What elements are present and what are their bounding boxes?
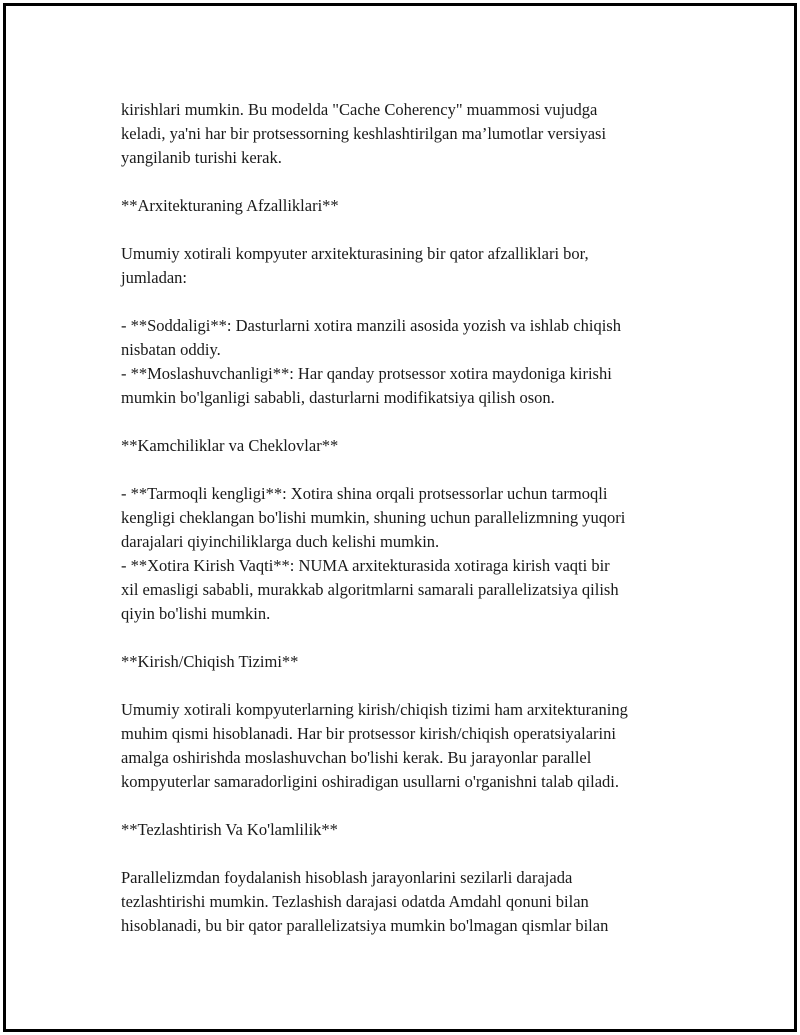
page-frame [3, 3, 797, 1032]
paragraph-advantages-intro: Umumiy xotirali kompyuter arxitekturasining bir qator afzalliklari bor, jumladan: [121, 244, 589, 287]
heading-advantages: **Arxitekturaning Afzalliklari** [121, 196, 339, 215]
heading-limitations: **Kamchiliklar va Cheklovlar** [121, 436, 339, 455]
list-limitations: - **Tarmoqli kengligi**: Xotira shina orqali protsessorlar uchun tarmoqli kengligi cheklangan bo'lishi mumkin, shuning uchun parallelizmning yuqori darajalari qiyinchiliklarga duch kelishi mumkin. - **Xotira Kirish Vaqti**: NUMA arxitekturasida xotiraga kirish vaqti bir xil emasligi sababli, murakkab algoritmlarni samarali parallelizatsiya qilish qiyin bo'lishi mumkin. [121, 484, 626, 623]
paragraph-io-system: Umumiy xotirali kompyuterlarning kirish/chiqish tizimi ham arxitekturaning muhim qismi hisoblanadi. Har bir protsessor kirish/chiqish operatsiyalarini amalga oshirishda moslashuvchan bo'lishi kerak. Bu jarayonlar parallel kompyuterlar samaradorligini oshiradigan usullarni o'rganishni talab qiladi. [121, 700, 628, 791]
paragraph-cache-coherency: kirishlari mumkin. Bu modelda "Cache Coherency" muammosi vujudga keladi, ya'ni har bir protsessorning keshlashtirilgan ma’lumotlar versiyasi yangilanib turishi kerak. [121, 100, 607, 167]
heading-io-system: **Kirish/Chiqish Tizimi** [121, 652, 299, 671]
page-content [121, 98, 701, 938]
paragraph-speedup: Parallelizmdan foydalanish hisoblash jarayonlarini sezilarli darajada tezlashtirishi mumkin. Tezlashish darajasi odatda Amdahl qonuni bilan hisoblanadi, bu bir qator parallelizatsiya mumkin bo'lmagan qismlar bilan [121, 868, 609, 935]
heading-speedup-scalability: **Tezlashtirish Va Ko'lamlilik** [121, 820, 338, 839]
list-advantages: - **Soddaligi**: Dasturlarni xotira manzili asosida yozish va ishlab chiqish nisbatan oddiy. - **Moslashuvchanligi**: Har qanday protsessor xotira maydoniga kirishi mumkin bo'lganligi sababli, dasturlarni modifikatsiya qilish oson. [121, 316, 621, 407]
